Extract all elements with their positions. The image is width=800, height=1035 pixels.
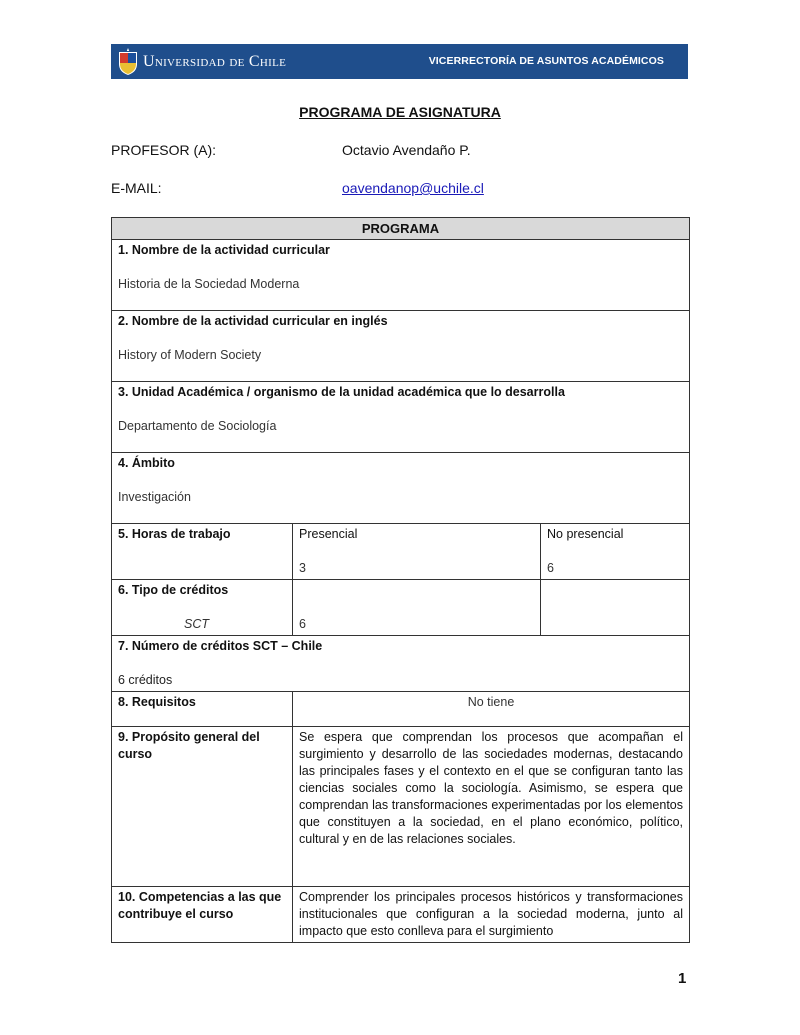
- nombre-label: 1. Nombre de la actividad curricular: [118, 243, 330, 257]
- profesor-value: Octavio Avendaño P.: [342, 142, 471, 158]
- table-row: [112, 580, 690, 636]
- proposito-value: Se espera que comprendan los procesos que acompañan el surgimiento y desarrollo de las sociedades modernas, destacando las principales fases y el contexto en el que se configuran tanto las ciencias sociales como la sociología. Asimismo, se espera que comprendan las transformaciones experimentadas por los elementos que constituyen a la sociedad, en el plano económico, político, cultural y en de las relaciones sociales.: [293, 727, 690, 887]
- presencial-label: Presencial: [299, 527, 358, 541]
- no-presencial-value: 6: [547, 561, 554, 575]
- programa-heading: PROGRAMA: [112, 218, 690, 240]
- ambito-label: 4. Ámbito: [118, 456, 175, 470]
- requisitos-value: No tiene: [293, 692, 690, 727]
- page-title: PROGRAMA DE ASIGNATURA: [299, 104, 501, 120]
- email-label: E-MAIL:: [111, 180, 162, 196]
- table-row: [112, 311, 690, 382]
- table-row: [112, 453, 690, 524]
- competencias-value: Comprender los principales procesos históricos y transformaciones institucionales que configuran a la sociedad moderna, junto al impacto que esto conlleva para el surgimiento: [293, 887, 690, 943]
- university-crest-icon: [117, 48, 139, 76]
- nombre-ingles-label: 2. Nombre de la actividad curricular en inglés: [118, 314, 388, 328]
- header-banner: [111, 44, 688, 79]
- proposito-label: 9. Propósito general del curso: [118, 730, 260, 761]
- table-row: [112, 636, 690, 692]
- presencial-value: 3: [299, 561, 306, 575]
- page-number: 1: [678, 970, 687, 987]
- creditos-tipo-label: 6. Tipo de créditos: [118, 583, 229, 597]
- profesor-label: PROFESOR (A):: [111, 142, 217, 158]
- unidad-value: Departamento de Sociología: [118, 419, 277, 433]
- table-row: [112, 524, 690, 580]
- table-row: [112, 240, 690, 311]
- table-row: [112, 727, 690, 887]
- table-row: [112, 887, 690, 943]
- programa-table: [111, 217, 690, 943]
- creditos-tipo-value: 6: [299, 617, 306, 631]
- ambito-value: Investigación: [118, 490, 191, 504]
- university-name: Universidad de Chile: [143, 52, 287, 70]
- requisitos-label: 8. Requisitos: [118, 695, 196, 709]
- email-link[interactable]: oavendanop@uchile.cl: [342, 180, 484, 196]
- nombre-value: Historia de la Sociedad Moderna: [118, 277, 300, 291]
- no-presencial-label: No presencial: [547, 527, 624, 541]
- vicerrectoria-label: VICERRECTORÍA DE ASUNTOS ACADÉMICOS: [428, 55, 664, 67]
- nombre-ingles-value: History of Modern Society: [118, 348, 262, 362]
- creditos-numero-value: 6 créditos: [118, 673, 173, 687]
- table-row: [112, 692, 690, 727]
- table-row: [112, 382, 690, 453]
- unidad-label: 3. Unidad Académica / organismo de la unidad académica que lo desarrolla: [118, 385, 565, 399]
- horas-label: 5. Horas de trabajo: [118, 527, 231, 541]
- competencias-label: 10. Competencias a las que contribuye el curso: [118, 890, 282, 921]
- creditos-numero-label: 7. Número de créditos SCT – Chile: [118, 639, 323, 653]
- creditos-tipo-sub: SCT: [184, 617, 209, 631]
